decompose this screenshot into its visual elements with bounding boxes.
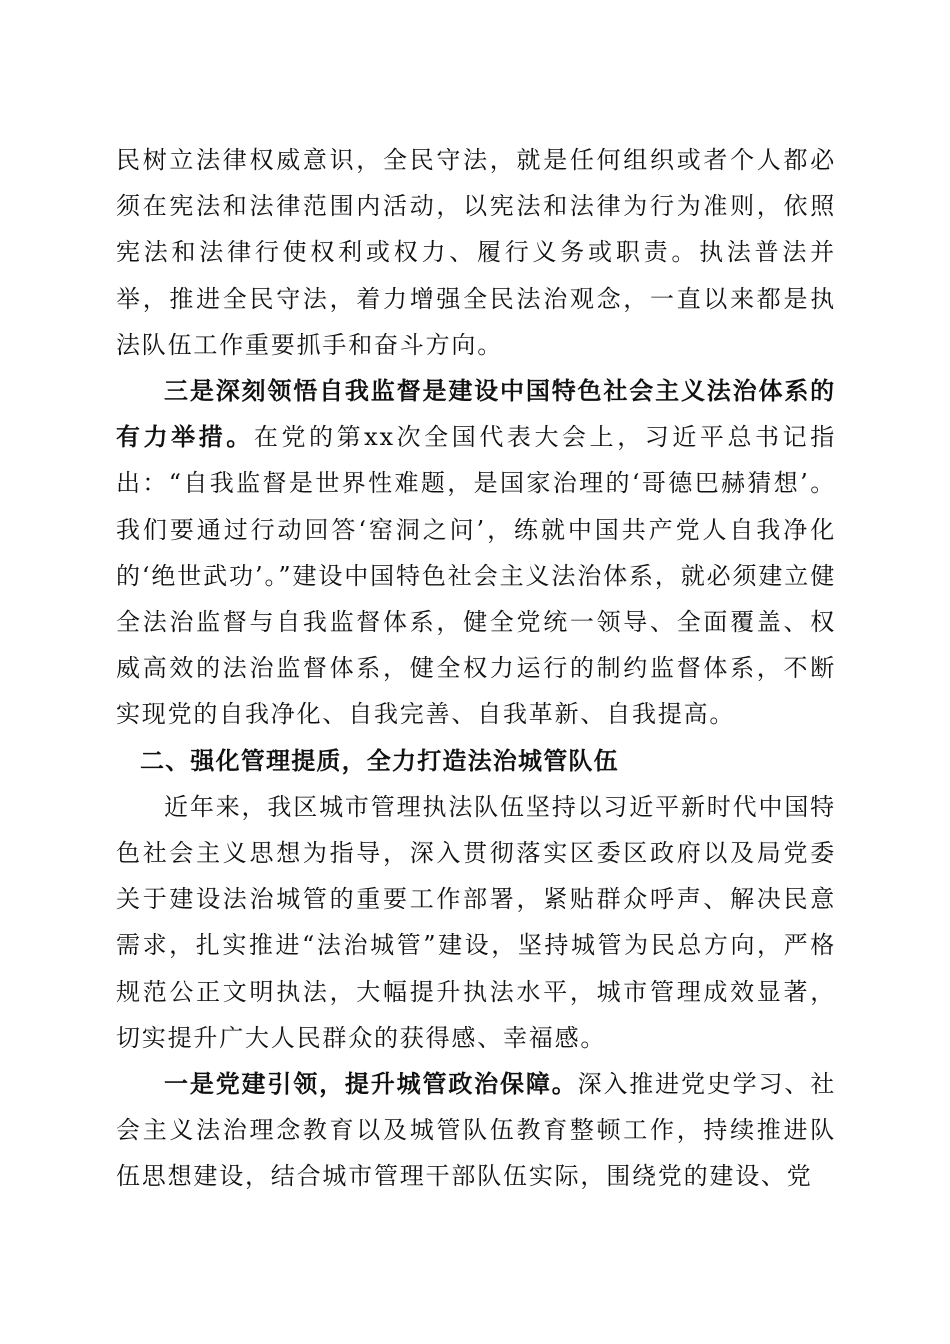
paragraph-point-one	[116, 1061, 836, 1200]
paragraph-continuation: 民树立法律权威意识，全民守法，就是任何组织或者个人都必须在宪法和法律范围内活动，以宪法和法律为行为准则，依照宪法和法律行使权利或权力、履行义务或职责。执法普法并举，推进全民守法，着力增强全民法治观念，一直以来都是执法队伍工作重要抓手和奋斗方向。	[116, 146, 836, 359]
document-page	[116, 137, 836, 1200]
paragraph-recent-years: 近年来，我区城市管理执法队伍坚持以习近平新时代中国特色社会主义思想为指导，深入贯彻落实区委区政府以及局党委关于建设法治城管的重要工作部署，紧贴群众呼声、解决民意需求，扎实推进“法治城管”建设，坚持城管为民总方向，严格规范公正文明执法，大幅提升执法水平，城市管理成效显著，切实提升广大人民群众的获得感、幸福感。	[116, 792, 836, 1052]
point-one-lead: 一是党建引领，提升城管政治保障。	[164, 1069, 578, 1099]
point-one-body: 深入推进党史学习、社会主义法治理念教育以及城管队伍教育整顿工作，持续推进队伍思想建设，结合城市管理干部队伍实际，围绕党的建设、党	[116, 1070, 836, 1191]
paragraph-point-three	[116, 368, 836, 738]
point-three-lead: 三是深刻领悟自我监督是建设中国特色社会主义法治体系的有力举措。	[116, 376, 836, 452]
point-three-body: 在党的第xx次全国代表大会上，习近平总书记指出：“自我监督是世界性难题，是国家治理的‘哥德巴赫猜想’。我们要通过行动回答‘窑洞之问’，练就中国共产党人自我净化的‘绝世武功’。”建设中国特色社会主义法治体系，就必须建立健全法治监督与自我监督体系，健全党统一领导、全面覆盖、权威高效的法治监督体系，健全权力运行的制约监督体系，不断实现党的自我净化、自我完善、自我革新、自我提高。	[116, 423, 837, 729]
section-heading-two: 二、强化管理提质，全力打造法治城管队伍	[140, 746, 619, 775]
